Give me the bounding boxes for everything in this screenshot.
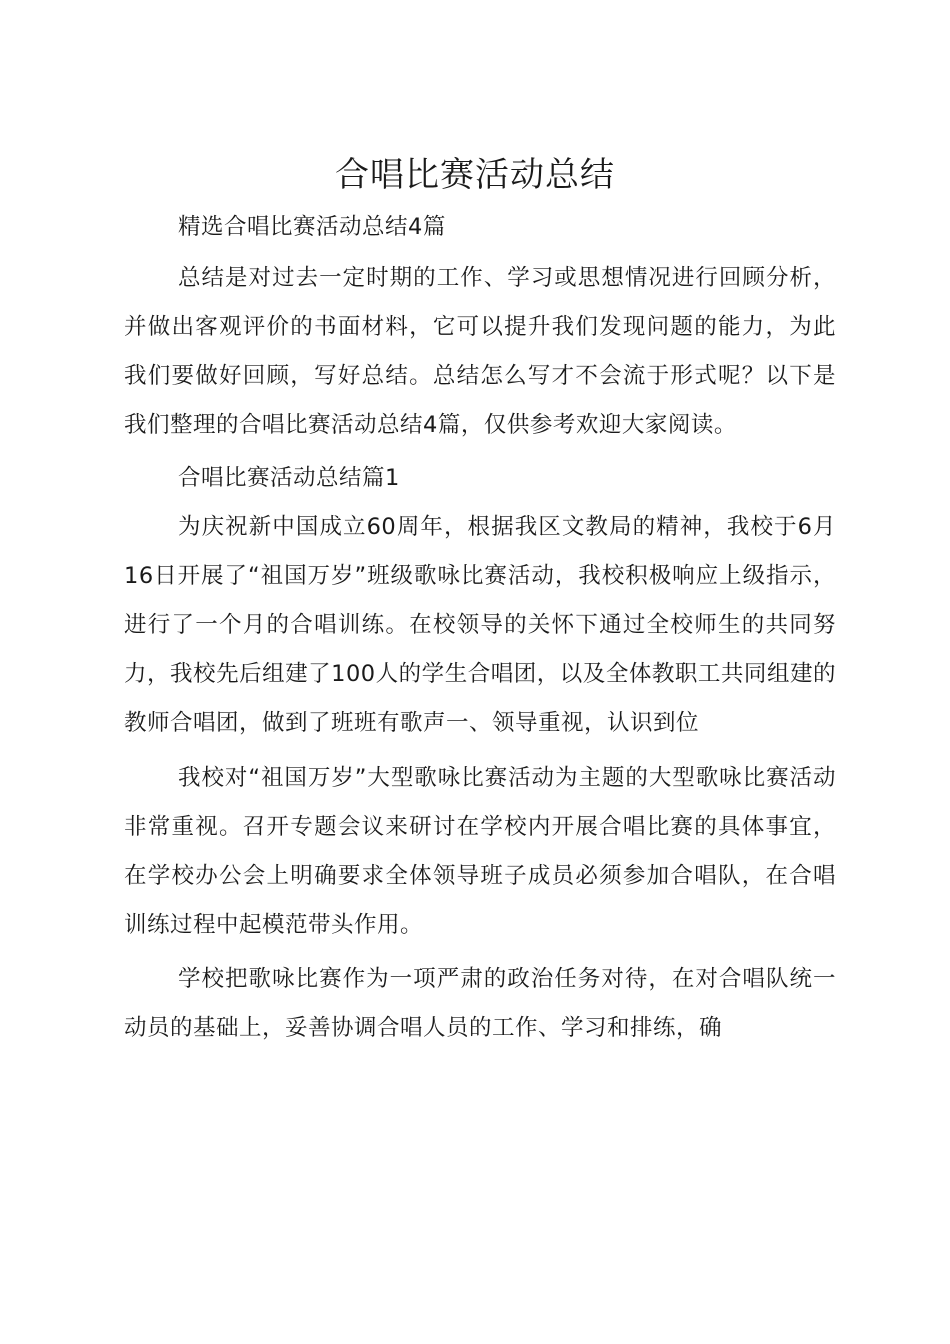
body-paragraph-2: 我校对“祖国万岁”大型歌咏比赛活动为主题的大型歌咏比赛活动非常重视。召开专题会议来研讨在学校内开展合唱比赛的具体事宜，在学校办公会上明确要求全体领导班子成员必须参加合唱队，在合唱训练过程中起模范带头作用。 [124,765,836,938]
document-subtitle: 精选合唱比赛活动总结4篇 [178,214,446,240]
intro-paragraph: 总结是对过去一定时期的工作、学习或思想情况进行回顾分析，并做出客观评价的书面材料，它可以提升我们发现问题的能力，为此我们要做好回顾，写好总结。总结怎么写才不会流于形式呢？以下是我们整理的合唱比赛活动总结4篇，仅供参考欢迎大家阅读。 [124,265,836,438]
document-title: 合唱比赛活动总结 [335,155,615,195]
body-paragraph-3: 学校把歌咏比赛作为一项严肃的政治任务对待，在对合唱队统一动员的基础上，妥善协调合唱人员的工作、学习和排练，确 [124,966,836,1041]
section-heading: 合唱比赛活动总结篇1 [178,465,400,491]
body-paragraph-1: 为庆祝新中国成立60周年，根据我区文教局的精神，我校于6月16日开展了“祖国万岁”班级歌咏比赛活动，我校积极响应上级指示，进行了一个月的合唱训练。在校领导的关怀下通过全校师生的共同努力，我校先后组建了100人的学生合唱团，以及全体教职工共同组建的教师合唱团，做到了班班有歌声一、领导重视，认识到位 [124,514,836,736]
